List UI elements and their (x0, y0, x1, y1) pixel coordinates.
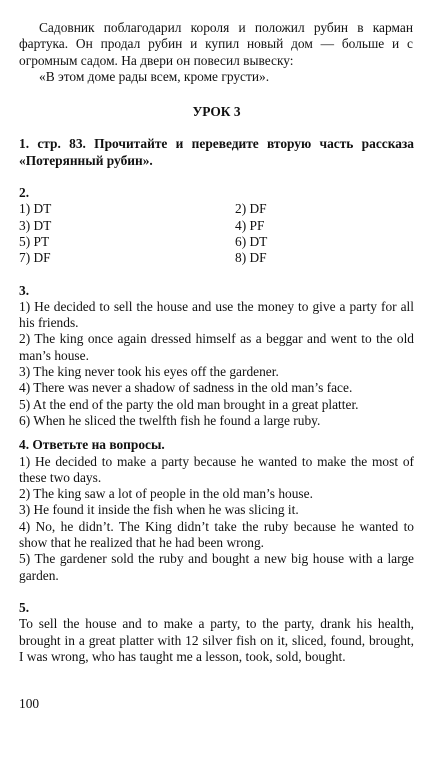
task-2-number: 2. (19, 185, 30, 201)
answer-item: 2) DF (235, 201, 267, 217)
page-number: 100 (19, 696, 40, 711)
answer-item: 6) When he sliced the twelfth fish he found a large ruby. (19, 412, 321, 428)
answer-item: 5) At the end of the party the old man brought in a great platter. (19, 396, 359, 412)
page-content (19, 20, 414, 665)
answer-item: 2) The king once again dressed himself as a beggar and went to the old man’s house. (19, 331, 414, 363)
intro-paragraph: Садовник поблагодарил короля и положил рубин в карман фартука. Он продал рубин и купил новый дом — больше и с огромным садом. На двери он повесил вывеску: (19, 20, 413, 68)
task-1 (19, 136, 414, 169)
answer-item: 1) He decided to make a party because he wanted to make the most of these two days. (19, 453, 414, 485)
lesson-title: УРОК 3 (192, 104, 241, 120)
answer-item: 5) The gardener sold the ruby and bought a new big house with a large garden. (19, 551, 414, 583)
answer-item: 7) DF (19, 250, 51, 266)
answer-item: 6) DT (235, 233, 268, 249)
task-1-number: 1. (19, 136, 30, 152)
intro-sign-quote: «В этом доме рады всем, кроме грусти». (39, 68, 270, 84)
answer-item: 2) The king saw a lot of people in the old man’s house. (19, 486, 313, 502)
task-3-number: 3. (19, 282, 30, 298)
answer-item: 1) He decided to sell the house and use the money to give a party for all his friends. (19, 298, 414, 331)
answer-item: 3) He found it inside the fish when he was slicing it. (19, 502, 299, 518)
answer-item: 8) DF (235, 250, 267, 266)
answer-item: 1) DT (19, 201, 52, 217)
task-1-text: стр. 83. Прочитайте и переведите вторую часть рассказа «Потерянный рубин». (19, 136, 414, 168)
task-4-heading: 4. Ответьте на вопросы. (19, 437, 165, 453)
answer-item: 4) No, he didn’t. The King didn’t take the ruby because he wanted to show that he realized that he had been wrong. (19, 518, 414, 551)
answer-item: 4) There was never a shadow of sadness in the old man’s face. (19, 380, 353, 396)
answer-item: 3) The king never took his eyes off the gardener. (19, 364, 279, 380)
answer-item: 5) PT (19, 233, 50, 249)
task-5-number: 5. (19, 599, 30, 615)
task-4-answers (19, 454, 414, 584)
task-5-text: To sell the house and to make a party, to the party, drank his health, brought in a great platter with 12 silver fish on it, sliced, found, brought, I was wrong, who has taught me a lesson, took, sold, bought. (19, 616, 414, 664)
task-2-answers (19, 201, 414, 266)
answer-item: 3) DT (19, 217, 52, 233)
answer-item: 4) PF (235, 217, 265, 233)
task-3-answers (19, 299, 414, 429)
